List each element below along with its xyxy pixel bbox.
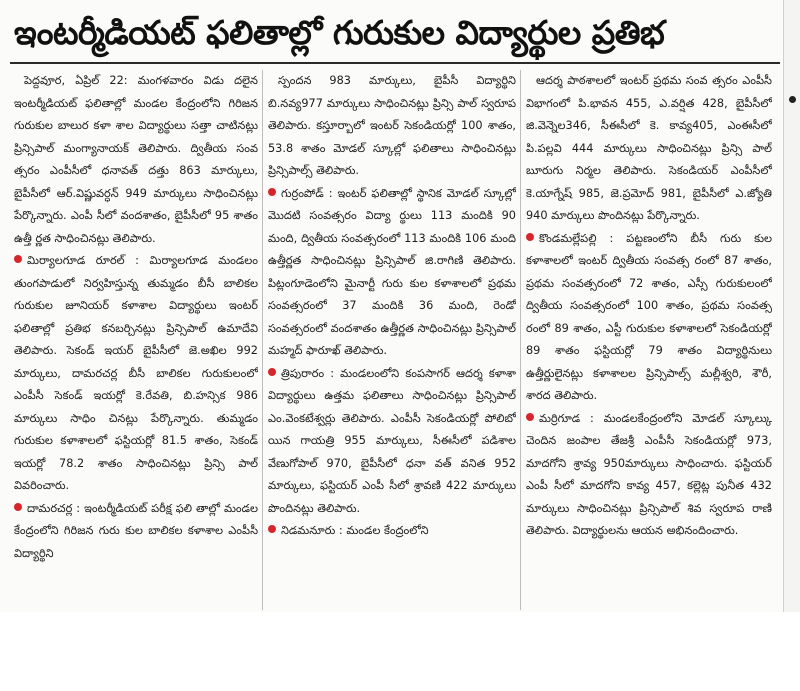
article-paragraph	[268, 363, 516, 521]
article-column-2	[268, 70, 516, 610]
article-paragraph	[268, 183, 516, 363]
article-paragraph	[526, 408, 772, 543]
red-bullet-icon	[526, 233, 534, 241]
article-paragraph	[14, 250, 258, 498]
article-paragraph	[14, 498, 258, 566]
paragraph-text: ఆదర్శ పాఠశాలలో ఇంటర్ ప్రథమ సంవ త్సరం ఎంపీసీ విభాగంలో పి.భావన 455, ఎ.వర్షిత 428, బైపీసీలో జి.వెన్నెల346, సీఈసీలో కె. కావ్య405, ఎంఈసీలో పి.పల్లవి 444 మార్కులు సాధించినట్లు ప్రిన్సి పాల్ బూరుగు నిర్మల తెలిపారు. సెకండియర్ ఎంపీసీలో కె.యాగ్నేష్ 985, జె.ప్రమోద్ 981, బైపీసీలో ఎ.జ్యోతి 940 మార్కులు పొందినట్లు పేర్కొన్నారు.	[526, 74, 772, 222]
adjacent-article-edge	[783, 0, 800, 612]
red-bullet-icon	[268, 368, 276, 376]
paragraph-text: మర్రిగూడ : మండలకేంద్రంలోని మోడల్ స్కూల్కు చెందిన జంపాల తేజశ్రీ ఎంపీసీ సెకండియర్లో 973, మాదగోని శ్రావ్య 950మార్కులు సాధించారు. ఫస్టియర్ ఎంపీ సీలో మాదగోని కావ్య 457, కల్లెట్ల పునీత 432 మార్కులు సాధించినట్లు ప్రిన్సిపాల్ శివ స్వరూప రాణి తెలిపారు. విద్యార్థులను ఆయన అభినందించారు.	[526, 411, 772, 537]
paragraph-text: త్రిపురారం : మండలంలోని కంపసాగర్ ఆదర్శ కళాశా విద్యార్థులు ఉత్తమ ఫలితాలు సాధించినట్లు ప్రిన్సిపాల్ ఎం.వెంకటేశ్వర్లు తెలిపారు. ఎంపీసీ సెకండియర్లో పోలిబో యిన గాయత్రి 955 మార్కులు, సీఈసీలో పడిశాల వేణుగోపాల్ 970, బైపీసీలో ధనా వత్ వనిత 952 మార్కులు, ఫస్టియర్ ఎంపీ సీలో శ్రావణి 422 మార్కులు పొందినట్లు తెలిపారు.	[268, 366, 516, 515]
paragraph-text: గుర్రంపోడ్ : ఇంటర్ ఫలితాల్లో స్థానిక మోడల్ స్కూల్లో మొదటి సంవత్సరం విద్యా ర్థులు 113 మందికి 90 మంది, ద్వితీయ సంవత్సరంలో 113 మందికి 106 మంది ఉత్తీర్ణత సాధించినట్లు ప్రిన్సిపాల్ జి.రాగిణి తెలిపారు. పిట్లంగూడెంలోని మైనార్టీ గురు కుల కళాశాలలో ప్రథమ సంవత్సరంలో 37 మందికి 36 మంది, రెండో సంవత్సరంలో వందశాతం ఉత్తీర్ణత సాధించినట్లు ప్రిన్సిపాల్ మహ్మద్ ఫారూఖ్ తెలిపారు.	[268, 186, 516, 357]
red-bullet-icon	[14, 503, 22, 511]
column-divider	[262, 70, 263, 610]
red-bullet-icon	[268, 188, 276, 196]
headline-rule	[10, 62, 780, 64]
article-paragraph	[526, 70, 772, 228]
paragraph-text: నిడమనూరు : మండల కేంద్రంలోని	[281, 524, 429, 537]
headline: ఇంటర్మీడియట్ ఫలితాల్లో గురుకుల విద్యార్థుల ప్రతిభ	[14, 13, 665, 52]
paragraph-text: మిర్యాలగూడ రూరల్ : మిర్యాలగూడ మండలం తుంగపాడులో నిర్వహిస్తున్న తుమ్మడం బీసీ బాలికల గురుకుల జూనియర్ కళాశాల విద్యార్థులు ఇంటర్ ఫలితాల్లో ప్రతిభ కనబర్చినట్లు ప్రిన్సిపాల్ ఉమాదేవి తెలిపారు. సెకండ్ ఇయర్ బైపీసీలో జె.అఖిల 992 మార్కులు, దామరచర్ల బీసీ బాలికల గురుకులంలో ఎంపీసీ సెకండ్ ఇయర్లో కె.రేవతి, బి.హన్సిక 986 మార్కులు సాధిం చినట్లు పేర్కొన్నారు. తుమ్మడం గురుకుల కళాశాలలో ఫస్టియర్లో 81.5 శాతం, సెకండ్ ఇయర్లో 78.2 శాతం సాధించినట్లు ప్రిన్సి పాల్ వివరించారు.	[14, 254, 258, 492]
paragraph-text: కొండమల్లేపల్లి : పట్టణంలోని బీసీ గురు కుల కళాశాలలో ఇంటర్ ద్వితీయ సంవత్స రంలో 87 శాతం, ప్రథమ సంవత్సరంలో 72 శాతం, ఎస్సీ గురుకులంలో ద్వితీయ సంవత్సరంలో 100 శాతం, ప్రథమ సంవత్స రంలో 89 శాతం, ఎస్టీ గురుకుల కళాశాలలో సెకండియర్లో 89 శాతం ఫస్టియర్లో 79 శాతం విద్యార్థినులు ఉత్తీర్ణులైనట్లు కళాశాలల ప్రిన్సిపాల్స్ మల్లీశ్వరి, శౌరీ, శారద తెలిపారు.	[526, 231, 772, 402]
paragraph-text: స్పందన 983 మార్కులు, బైపీసీ విద్యార్థిని బి.నవ్య977 మార్కులు సాధించినట్లు ప్రిన్సి పాల్ స్వరూప తెలిపారు. కస్తూర్బాలో ఇంటర్ సెకండియర్లో 100 శాతం, 53.8 శాతం మోడల్ స్కూల్లో ఫలితాలు సాధించినట్లు ప్రిన్సిపాల్స్ తెలిపారు.	[268, 74, 516, 177]
article-column-3	[526, 70, 772, 610]
article-paragraph	[268, 70, 516, 183]
article-paragraph	[14, 70, 258, 250]
red-bullet-icon	[268, 525, 276, 533]
column-divider	[520, 70, 521, 610]
paragraph-text: దామరచర్ల : ఇంటర్మీడియట్ పరీక్ష ఫలి తాల్లో మండల కేంద్రంలోని గిరిజన గురు కుల బాలికల కళాశాల ఎంపీసీ విద్యార్థిని	[14, 501, 258, 560]
article-column-1	[14, 70, 258, 610]
red-bullet-icon	[14, 255, 22, 263]
paragraph-text: పెద్దవూర, ఏప్రిల్ 22: మంగళవారం విడు దలైన ఇంటర్మీడియట్ ఫలితాల్లో మండల కేంద్రంలోని గిరిజన గురుకుల బాలుర కళా శాల విద్యార్థులు సత్తా చాటినట్లు ప్రిన్సిపాల్ మంగ్యానాయక్ తెలిపారు. ద్వితీయ సంవ త్సరం ఎంపీసీలో ధనావత్ దత్తు 863 మార్కులు, బైపీసీలో ఆర్.విష్ణువర్ధన్ 949 మార్కులు సాధించినట్లు పేర్కొన్నారు. ఎంపీ సీలో వందశాతం, బైపీసీలో 95 శాతం ఉత్తీ ర్ణత సాధించినట్లు తెలిపారు.	[14, 74, 258, 245]
red-bullet-icon	[526, 413, 534, 421]
bullet-icon	[789, 96, 796, 103]
article-paragraph	[526, 228, 772, 408]
article-paragraph	[268, 520, 516, 543]
